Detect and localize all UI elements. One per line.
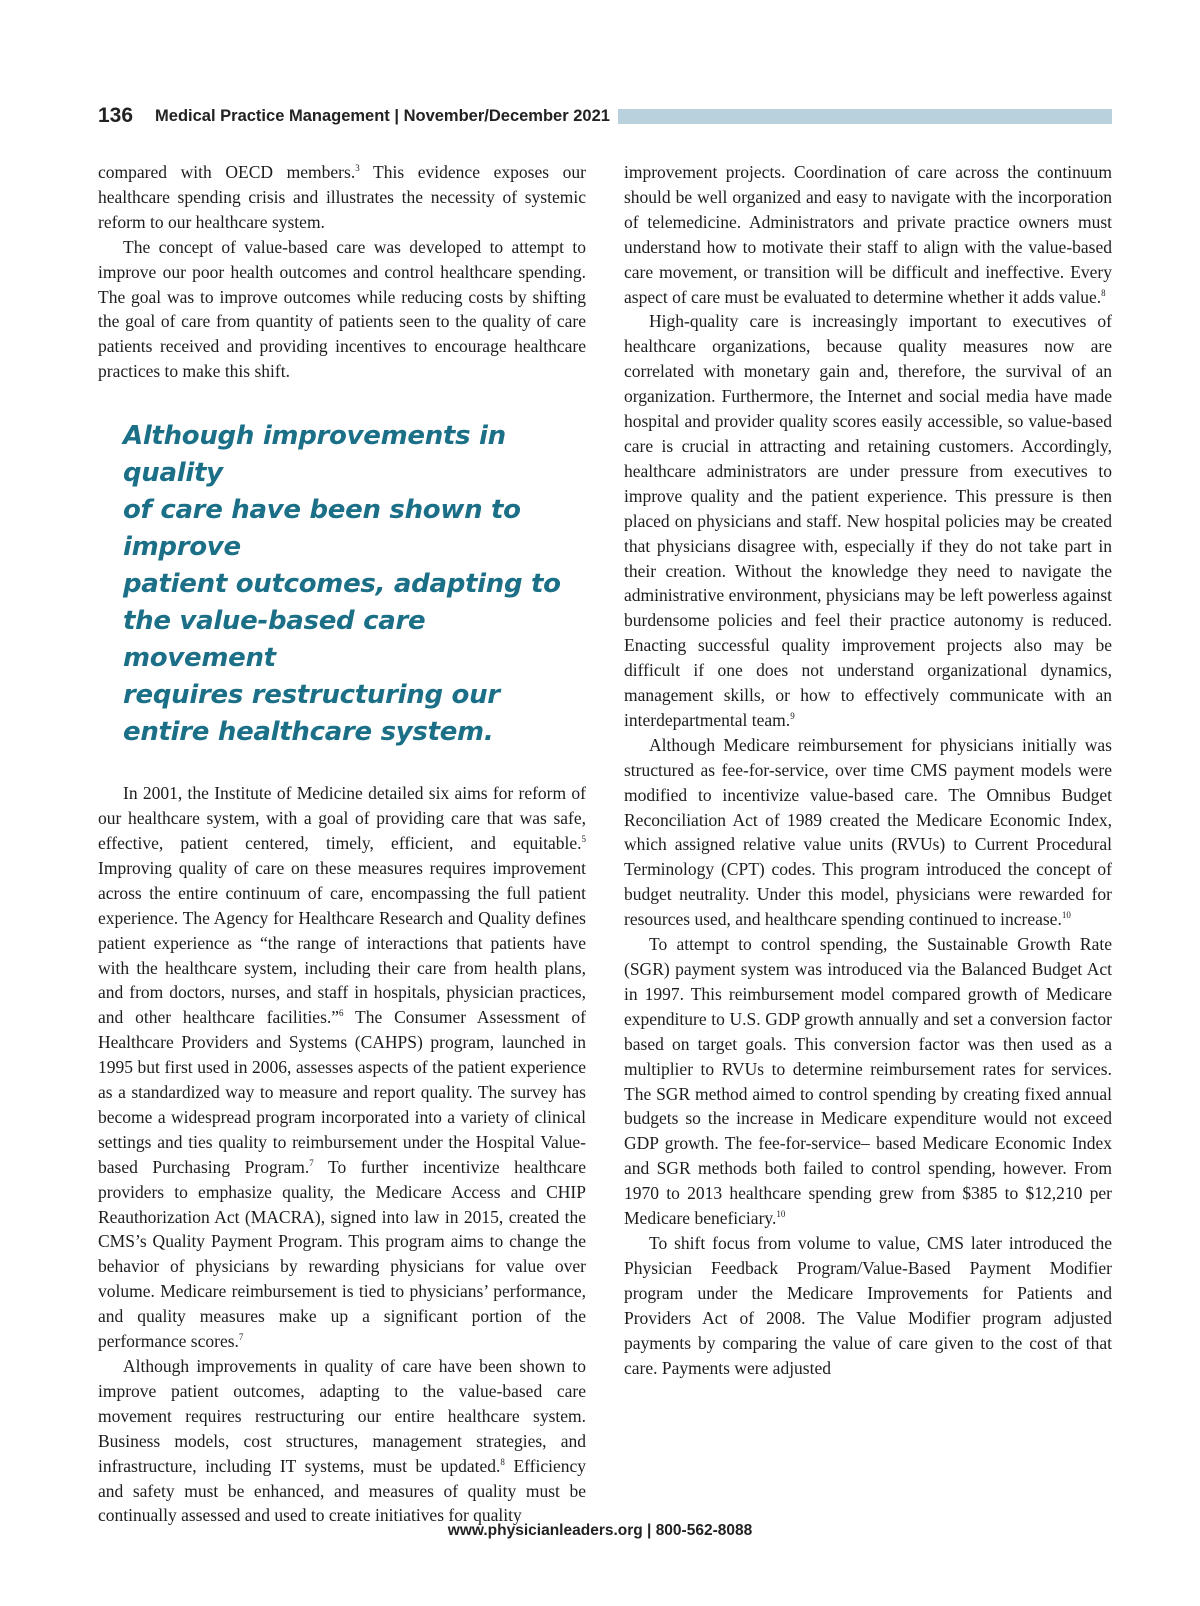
- paragraph: The concept of value-based care was developed to attempt to improve our poor health outcomes and control healthcare spending. The goal was to improve outcomes while reducing costs by shifting the goal of care from quantity of patients seen to the quality of care patients received and providing incentives to encourage healthcare practices to make this shift.: [98, 236, 586, 382]
- pull-quote-line: of care have been shown to improve: [123, 495, 521, 563]
- paragraph: compared with OECD members.$^3$ This evidence exposes our healthcare spending crisis and illustrates the necessity of systemic reform to our healthcare system.: [98, 162, 586, 232]
- pull-quote-line: entire healthcare system.: [123, 717, 494, 748]
- paragraph: improvement projects. Coordination of care across the continuum should be well organized and easy to navigate with the incorporation of telemedicine. Administrators and private practice owners must understand how to motivate their staff to align with the value-based care movement, or transition will be difficult and ineffective. Every aspect of care must be evaluated to determine whether it adds value.$^8$: [624, 162, 1112, 307]
- page-number: 136: [98, 104, 134, 127]
- pull-quote-line: patient outcomes, adapting to: [123, 569, 561, 600]
- pull-quote-line: requires restructuring our: [123, 680, 500, 711]
- right-column: [624, 160, 1112, 1380]
- paragraph: To shift focus from volume to value, CMS later introduced the Physician Feedback Program/Value-Based Payment Modifier program under the Medicare Improvements for Patients and Providers Act of 2008. The Value Modifier program adjusted payments by comparing the value of care given to the cost of that care. Payments were adjusted: [624, 1232, 1112, 1378]
- paragraph: To attempt to control spending, the Sustainable Growth Rate (SGR) payment system was introduced via the Balanced Budget Act in 1997. This reimbursement model compared growth of Medicare expenditure to U.S. GDP growth annually and set a conversion factor based on target goals. This conversion factor was then used as a multiplier to RVUs to determine reimbursement rates for services. The SGR method aimed to control spending by creating fixed annual budgets so the increase in Medicare expenditure would not exceed GDP growth. The fee-for-service– based Medicare Economic Index and SGR methods both failed to control spending, however. From 1970 to 2013 healthcare spending grew from $385 to $12,210 per Medicare beneficiary.$^{10}$: [624, 934, 1112, 1229]
- journal-title: Medical Practice Management | November/December 2021: [155, 106, 610, 125]
- page-footer[interactable]: www.physicianleaders.org | 800-562-8088: [447, 1522, 753, 1539]
- header-rule: [618, 109, 1112, 124]
- pull-quote: [123, 418, 586, 751]
- paragraph: High-quality care is increasingly important to executives of healthcare organizations, because quality measures now are correlated with monetary gain and, therefore, the survival of an organization. Furthermore, the Internet and social media have made hospital and provider quality scores easily accessible, so value-based care is crucial in attracting and retaining customers. Accordingly, healthcare administrators are under pressure from executives to improve quality and the patient experience. This pressure is then placed on physicians and staff. New hospital policies may be created that physicians disagree with, especially if they do not take part in their creation. Without the knowledge they need to navigate the administrative environment, physicians may be left powerless against burdensome policies and feel their practice autonomy is reduced. Enacting successful quality improvement projects also may be difficult if one does not understand organizational dynamics, management skills, or how to effectively communicate with an interdepartmental team.$^9$: [624, 311, 1112, 730]
- page-header: [98, 100, 1112, 132]
- pull-quote-line: Although improvements in quality: [123, 421, 506, 489]
- paragraph: Although Medicare reimbursement for physicians initially was structured as fee-for-service, over time CMS payment models were modified to incentivize value-based care. The Omnibus Budget Reconciliation Act of 1989 created the Medicare Economic Index, which assigned relative value units (RVUs) to Current Procedural Terminology (CPT) codes. This program introduced the concept of budget neutrality. Under this model, physicians were rewarded for resources used, and healthcare spending continued to increase.$^{10}$: [624, 734, 1112, 930]
- paragraph: Although improvements in quality of care have been shown to improve patient outcomes, adapting to the value-based care movement requires restructuring our entire healthcare system. Business models, cost structures, management strategies, and infrastructure, including IT systems, must be updated.$^8$ Efficiency and safety must be enhanced, and measures of quality must be continually assessed and used to create initiatives for quality: [98, 1356, 586, 1526]
- left-column: [98, 160, 586, 1528]
- paragraph: In 2001, the Institute of Medicine detailed six aims for reform of our healthcare system, with a goal of providing care that was safe, effective, patient centered, timely, efficient, and equitable.$^5$ Improving quality of care on these measures requires improvement across the entire continuum of care, encompassing the full patient experience. The Agency for Healthcare Research and Quality defines patient experience as “the range of interactions that patients have with the healthcare system, including their care from health plans, and from doctors, nurses, and staff in hospitals, physician practices, and other healthcare facilities.”$^6$ The Consumer Assessment of Healthcare Providers and Systems (CAHPS) program, launched in 1995 but first used in 2006, assesses aspects of the patient experience as a standardized way to measure and report quality. The survey has become a widespread program incorporated into a variety of clinical settings and ties quality to reimbursement under the Hospital Value-based Purchasing Program.$^7$ To further incentivize healthcare providers to emphasize quality, the Medicare Access and CHIP Reauthorization Act (MACRA), signed into law in 2015, created the CMS’s Quality Payment Program. This program aims to change the behavior of physicians by rewarding physicians for value over volume. Medicare reimbursement is tied to physicians’ performance, and quality measures make up a significant portion of the performance scores.$^7$: [98, 783, 586, 1352]
- pull-quote-line: the value-based care movement: [123, 606, 426, 674]
